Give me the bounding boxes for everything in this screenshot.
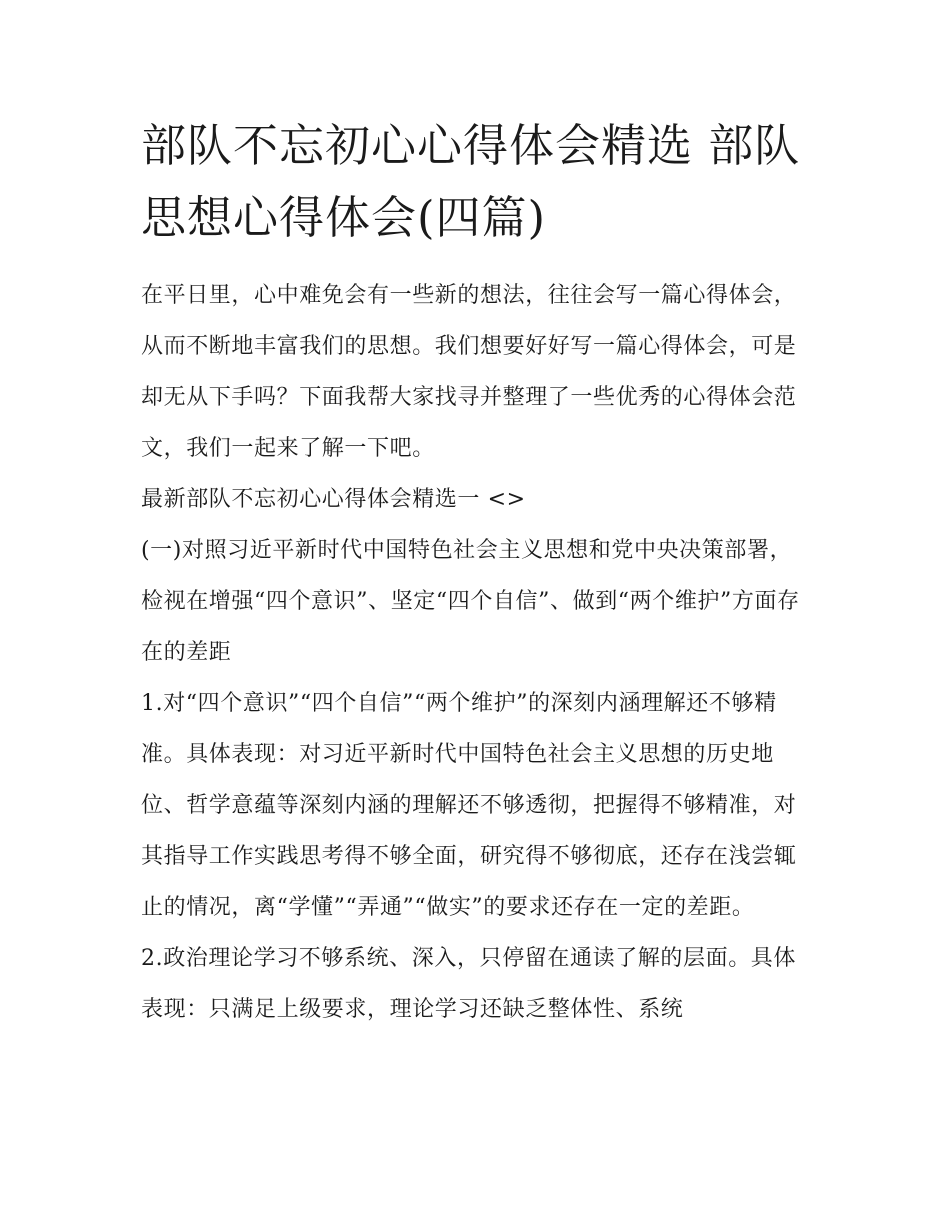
- section-heading: 最新部队不忘初心心得体会精选一 <>: [141, 487, 526, 512]
- subsection-heading: (一)对照习近平新时代中国特色社会主义思想和党中央决策部署，检视在增强“四个意识”、坚定“四个自信”、做到“两个维护”方面存在的差距: [141, 538, 800, 665]
- document-content: [141, 110, 813, 1035]
- list-item-1: 1.对“四个意识”“四个自信”“两个维护”的深刻内涵理解还不够精准。具体表现：对习近平新时代中国特色社会主义思想的历史地位、哲学意蕴等深刻内涵的理解还不够透彻，把握得不够精准，对其指导工作实践思考得不够全面，研究得不够彻底，还存在浅尝辄止的情况，离“学懂”“弄通”“做实”的要求还存在一定的差距。: [141, 691, 797, 920]
- list-item-2: 2.政治理论学习不够系统、深入，只停留在通读了解的层面。具体表现：只满足上级要求，理论学习还缺乏整体性、系统: [141, 946, 796, 1022]
- document-title: 部队不忘初心心得体会精选 部队思想心得体会(四篇): [141, 119, 801, 244]
- intro-paragraph: 在平日里，心中难免会有一些新的想法，往往会写一篇心得体会，从而不断地丰富我们的思想。我们想要好好写一篇心得体会，可是却无从下手吗？下面我帮大家找寻并整理了一些优秀的心得体会范文，我们一起来了解一下吧。: [141, 283, 797, 461]
- document-body: [141, 270, 813, 1035]
